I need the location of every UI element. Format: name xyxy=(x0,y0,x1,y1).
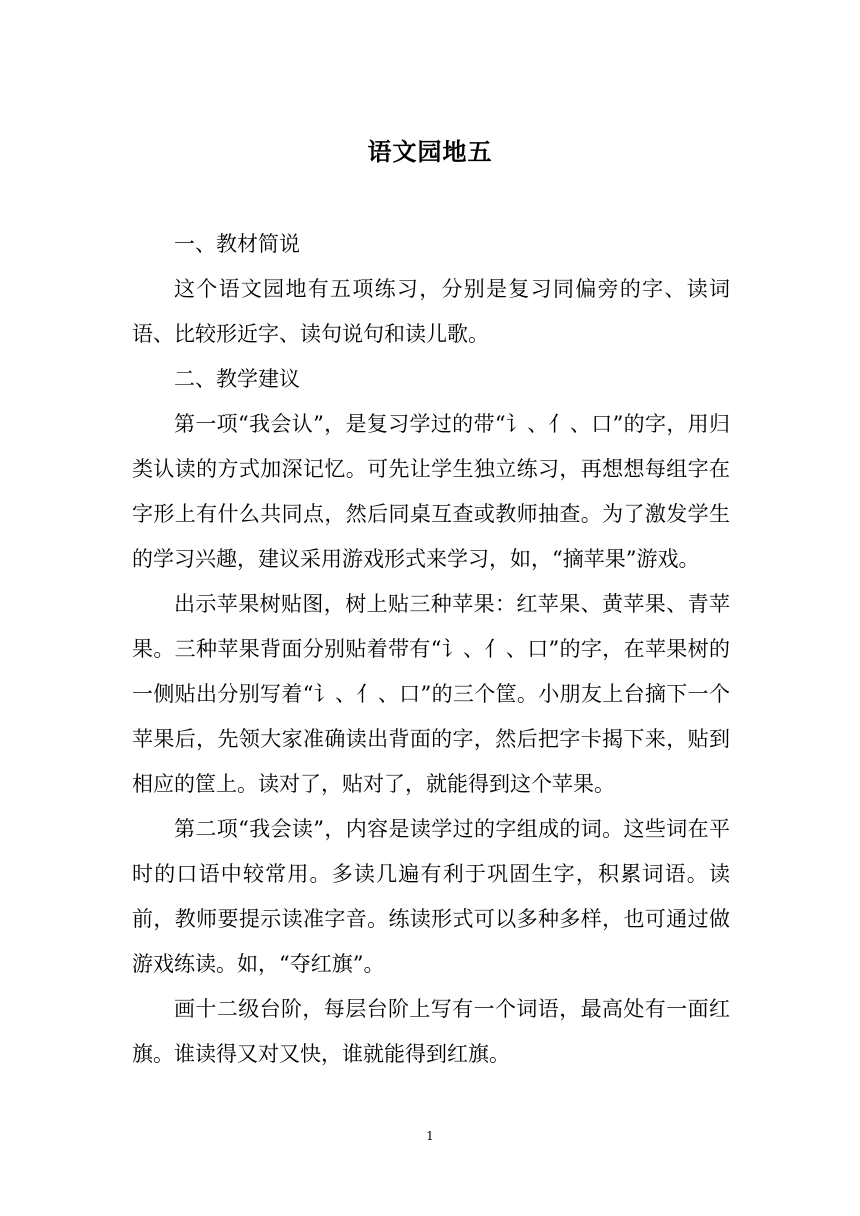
paragraph-item-one: 第一项“我会认”，是复习学过的带“讠、亻、口”的字，用归类认读的方式加深记忆。可先让学生独立练习，再想想每组字在字形上有什么共同点，然后同桌互查或教师抽查。为了激发学生的学习兴趣，建议采用游戏形式来学习，如，“摘苹果”游戏。 xyxy=(132,412,730,571)
paragraph-item-two: 第二项“我会读”，内容是读学过的字组成的词。这些词在平时的口语中较常用。多读几遍有利于巩固生字，积累词语。读前，教师要提示读准字音。练读形式可以多种多样，也可通过做游戏练读。如，“夺红旗”。 xyxy=(132,817,730,976)
paragraph-flag-game: 画十二级台阶，每层台阶上写有一个词语，最高处有一面红旗。谁读得又对又快，谁就能得到红旗。 xyxy=(132,997,730,1066)
paragraph-overview: 这个语文园地有五项练习，分别是复习同偏旁的字、读词语、比较形近字、读句说句和读儿歌。 xyxy=(132,277,730,346)
page-number: 1 xyxy=(426,1129,434,1143)
paragraph-apple-game: 出示苹果树贴图，树上贴三种苹果：红苹果、黄苹果、青苹果。三种苹果背面分别贴着带有“讠、亻、口”的字，在苹果树的一侧贴出分别写着“讠、亻、口”的三个筐。小朋友上台摘下一个苹果后，先领大家准确读出背面的字，然后把字卡揭下来，贴到相应的筐上。读对了，贴对了，就能得到这个苹果。 xyxy=(132,592,730,796)
document-body xyxy=(132,222,730,1077)
section-heading-overview: 一、教材简说 xyxy=(174,232,300,256)
page-title: 语文园地五 xyxy=(367,137,493,166)
section-heading-suggestions: 二、教学建议 xyxy=(174,367,300,391)
